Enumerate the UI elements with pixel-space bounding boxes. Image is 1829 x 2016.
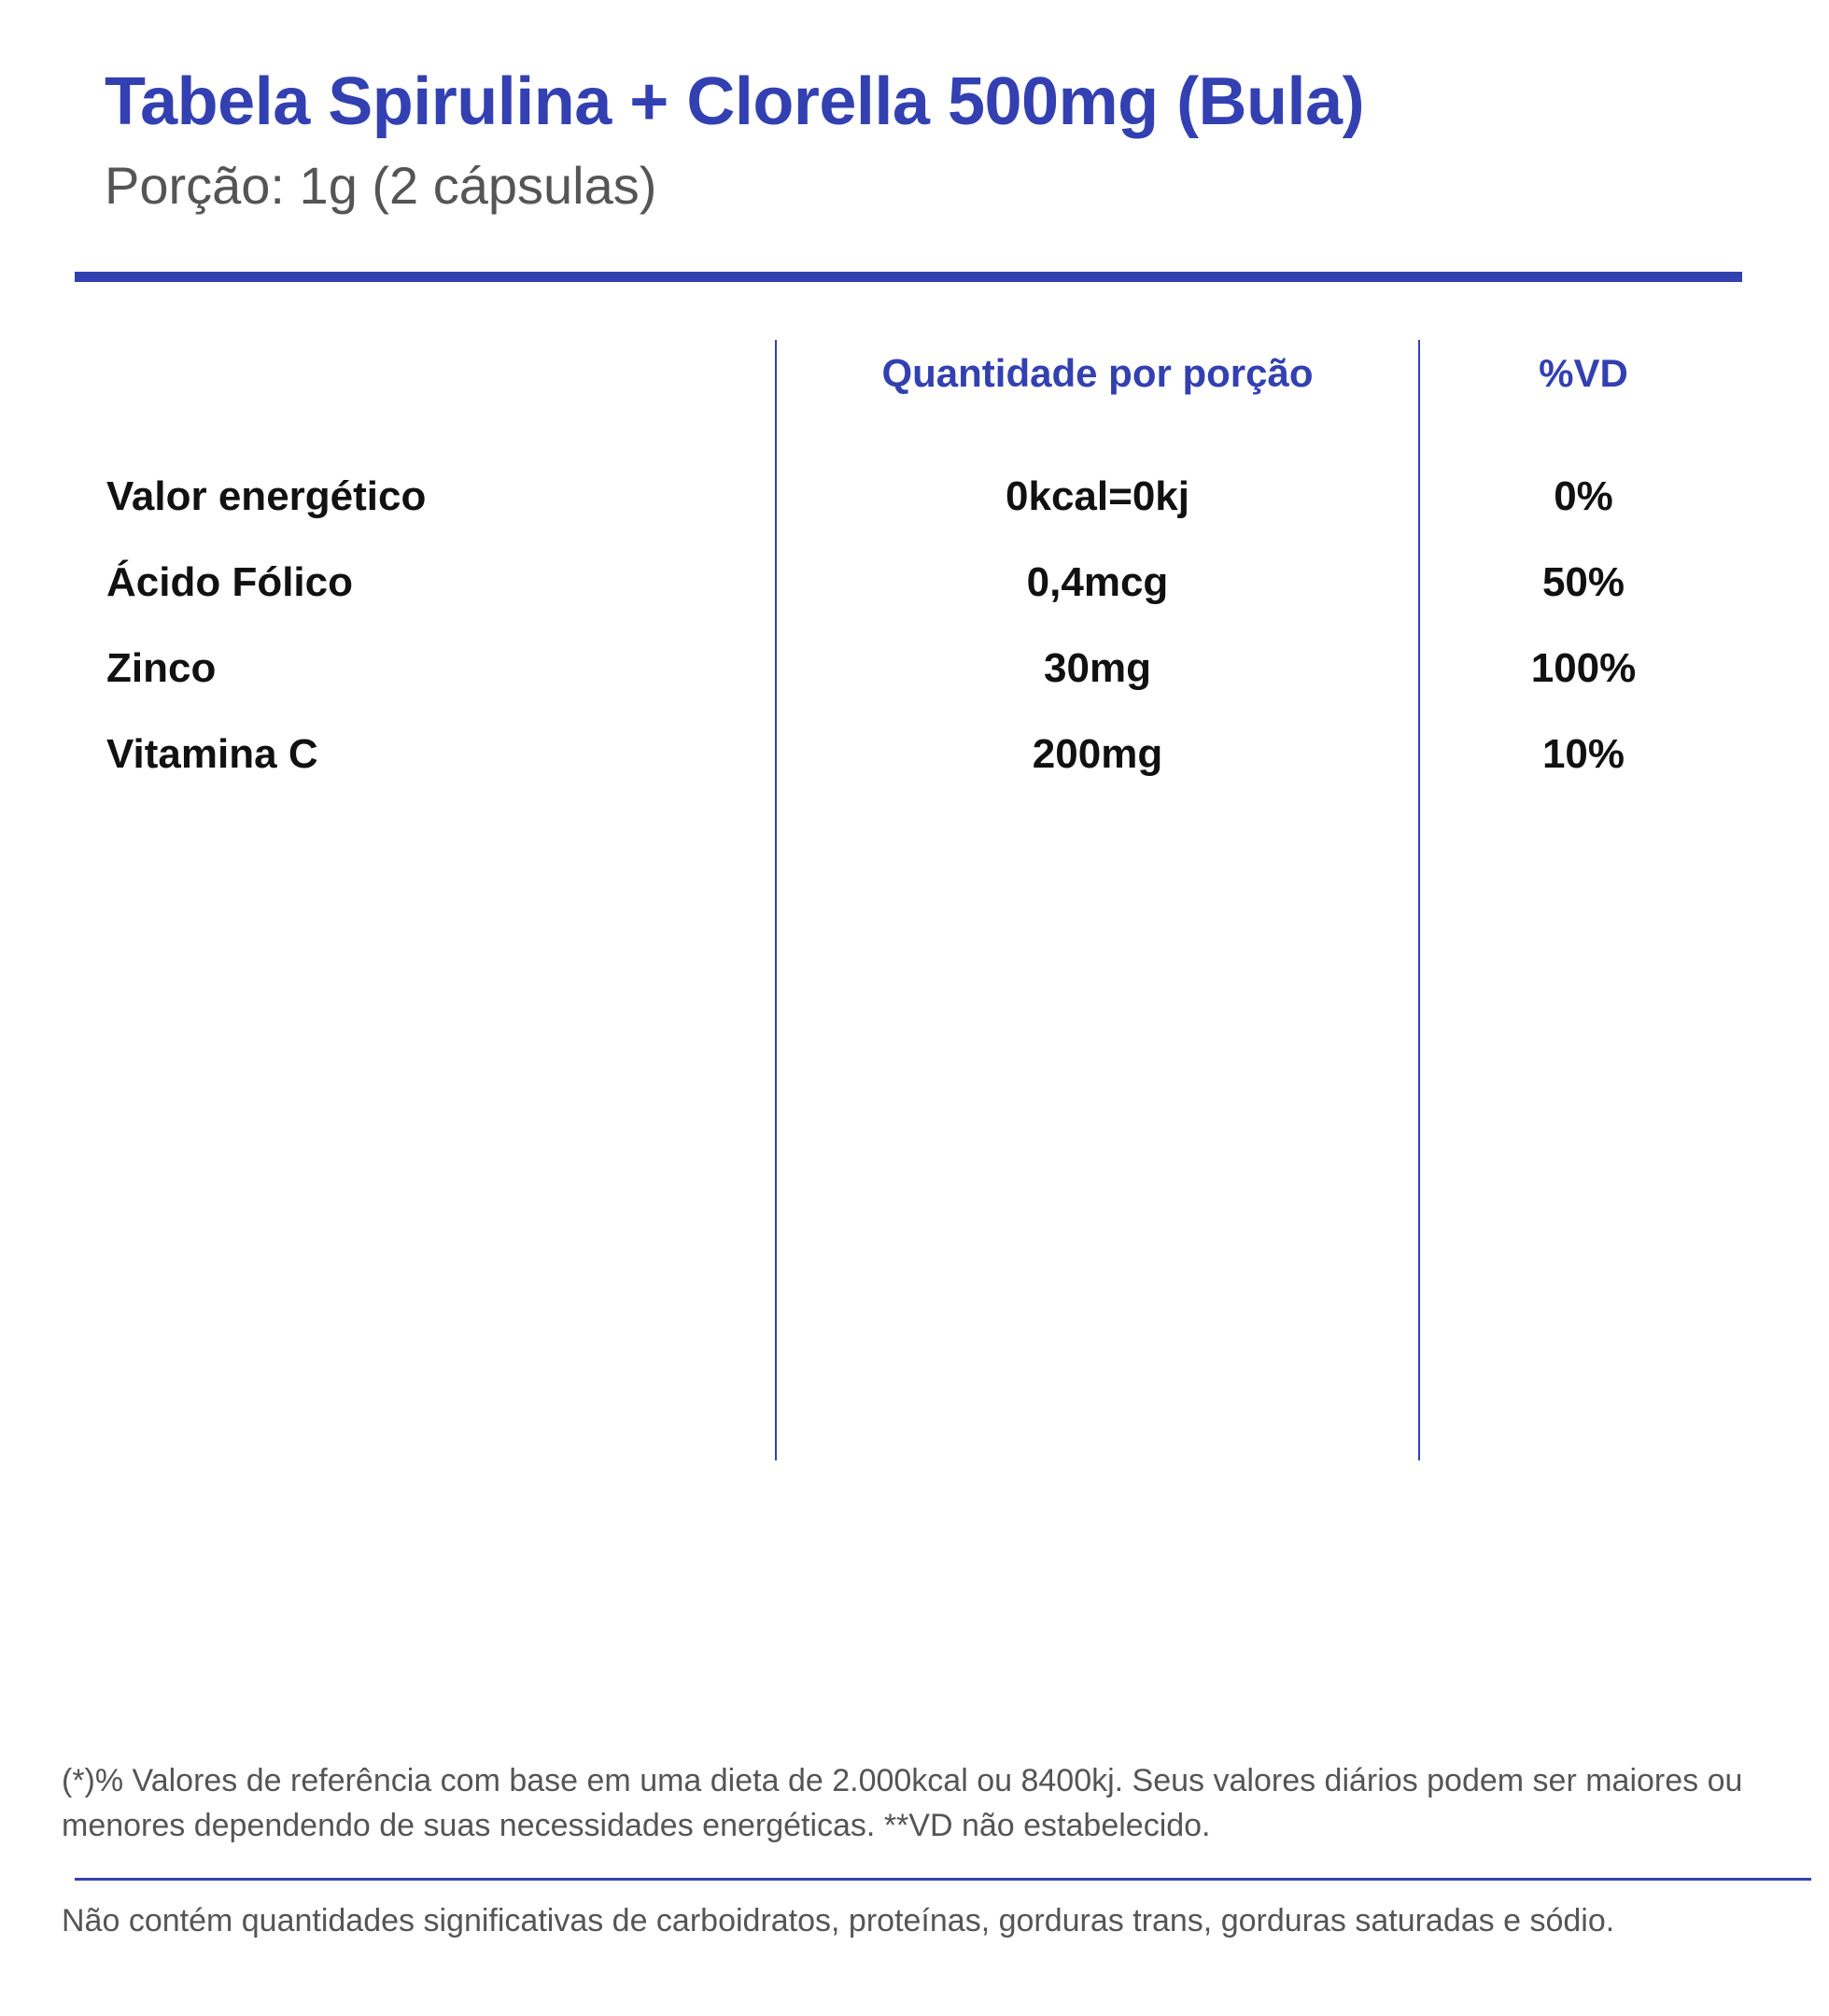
- nutrient-vd: 100%: [1530, 645, 1637, 691]
- table-row: [0, 467, 1829, 553]
- nutrition-table: [0, 467, 1829, 811]
- column-header-vd: %VD: [1539, 351, 1628, 395]
- nutrient-vd: 50%: [1541, 559, 1625, 605]
- page-title: Tabela Spirulina + Clorella 500mg (Bula): [105, 64, 1365, 139]
- serving-size: Porção: 1g (2 cápsulas): [105, 156, 657, 215]
- table-row: [0, 639, 1829, 725]
- nutrient-name: Vitamina C: [106, 731, 318, 777]
- header-divider: [75, 272, 1742, 282]
- reference-footnote: (*)% Valores de referência com base em uma dieta de 2.000kcal ou 8400kj. Seus valores diários podem ser maiores ou menores dependendo de suas necessidades energéticas. **VD não estabelecido.: [62, 1763, 1743, 1843]
- nutrient-amount: 30mg: [1044, 645, 1151, 691]
- table-row: [0, 725, 1829, 811]
- nutrient-name: Zinco: [106, 645, 217, 691]
- footer-divider: [75, 1878, 1811, 1881]
- nutrient-amount: 0kcal=0kj: [1006, 473, 1189, 519]
- nutrient-amount: 200mg: [1032, 731, 1163, 777]
- nutrient-amount: 0,4mcg: [1026, 559, 1169, 605]
- nutrient-vd: 0%: [1554, 473, 1613, 519]
- nutrition-disclaimer: Não contém quantidades significativas de carboidratos, proteínas, gorduras trans, gorduras saturadas e sódio.: [62, 1903, 1615, 1938]
- nutrient-vd: 10%: [1541, 731, 1625, 777]
- nutrient-name: Ácido Fólico: [106, 559, 353, 605]
- column-header-amount: Quantidade por porção: [881, 351, 1314, 395]
- nutrient-name: Valor energético: [106, 473, 427, 519]
- table-row: [0, 553, 1829, 639]
